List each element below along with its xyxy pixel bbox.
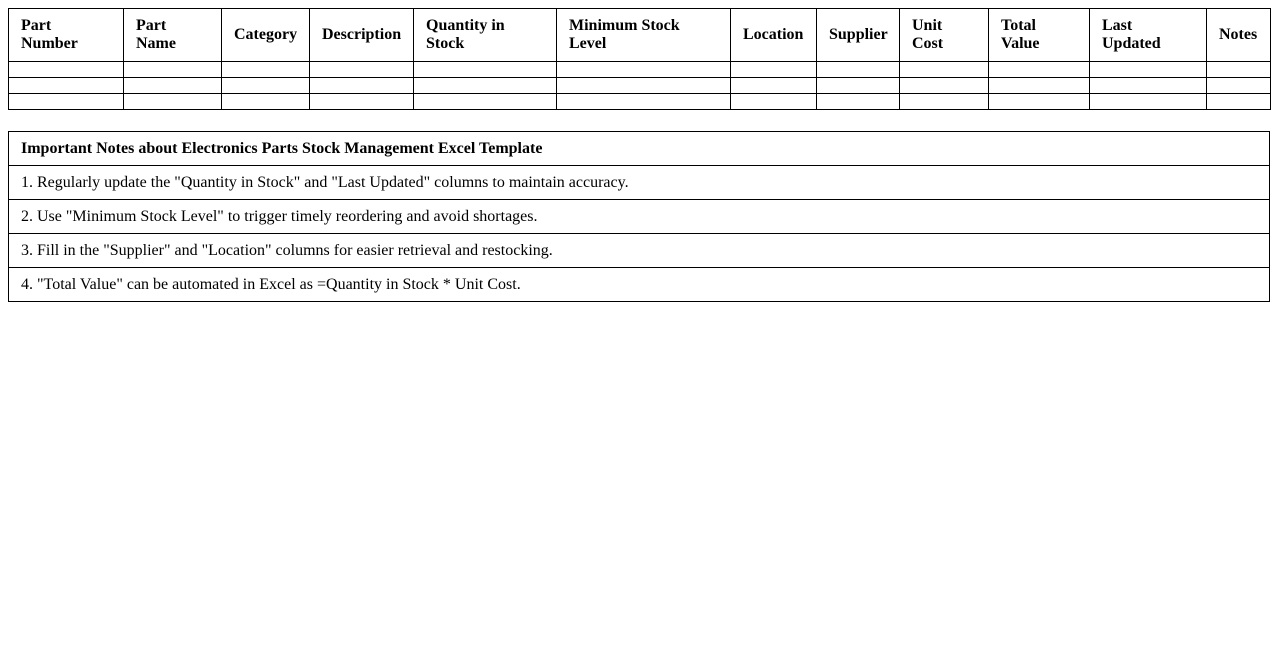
table-cell[interactable] [414, 78, 557, 94]
header-total-value: Total Value [989, 9, 1090, 62]
table-cell[interactable] [1090, 78, 1207, 94]
table-cell[interactable] [817, 62, 900, 78]
note-item: 2. Use "Minimum Stock Level" to trigger timely reordering and avoid shortages. [9, 200, 1270, 234]
table-cell[interactable] [817, 94, 900, 110]
table-row [9, 62, 1271, 78]
table-row [9, 78, 1271, 94]
table-cell[interactable] [731, 78, 817, 94]
table-cell[interactable] [989, 94, 1090, 110]
notes-table [8, 131, 1270, 302]
note-row [9, 200, 1270, 234]
header-part-name: Part Name [124, 9, 222, 62]
table-cell[interactable] [222, 78, 310, 94]
stock-table [8, 8, 1271, 110]
table-cell[interactable] [9, 62, 124, 78]
table-row [9, 94, 1271, 110]
table-cell[interactable] [989, 78, 1090, 94]
table-cell[interactable] [731, 62, 817, 78]
header-description: Description [310, 9, 414, 62]
header-notes: Notes [1207, 9, 1271, 62]
table-cell[interactable] [557, 78, 731, 94]
table-cell[interactable] [731, 94, 817, 110]
table-cell[interactable] [310, 62, 414, 78]
table-cell[interactable] [414, 94, 557, 110]
table-cell[interactable] [222, 94, 310, 110]
table-cell[interactable] [1207, 62, 1271, 78]
table-cell[interactable] [900, 78, 989, 94]
note-row [9, 268, 1270, 302]
note-item: 4. "Total Value" can be automated in Excel as =Quantity in Stock * Unit Cost. [9, 268, 1270, 302]
note-item: 1. Regularly update the "Quantity in Stock" and "Last Updated" columns to maintain accuracy. [9, 166, 1270, 200]
table-cell[interactable] [900, 62, 989, 78]
table-cell[interactable] [9, 78, 124, 94]
table-cell[interactable] [1090, 94, 1207, 110]
table-cell[interactable] [1207, 94, 1271, 110]
notes-title-row [9, 132, 1270, 166]
header-minimum-stock-level: Minimum Stock Level [557, 9, 731, 62]
notes-title: Important Notes about Electronics Parts Stock Management Excel Template [9, 132, 1270, 166]
header-category: Category [222, 9, 310, 62]
note-row [9, 166, 1270, 200]
table-cell[interactable] [9, 94, 124, 110]
header-row [9, 9, 1271, 62]
table-cell[interactable] [124, 62, 222, 78]
note-row [9, 234, 1270, 268]
table-cell[interactable] [557, 94, 731, 110]
table-cell[interactable] [310, 78, 414, 94]
header-part-number: Part Number [9, 9, 124, 62]
table-cell[interactable] [989, 62, 1090, 78]
table-cell[interactable] [222, 62, 310, 78]
header-unit-cost: Unit Cost [900, 9, 989, 62]
note-item: 3. Fill in the "Supplier" and "Location" columns for easier retrieval and restocking. [9, 234, 1270, 268]
table-cell[interactable] [900, 94, 989, 110]
header-quantity-in-stock: Quantity in Stock [414, 9, 557, 62]
table-cell[interactable] [817, 78, 900, 94]
header-location: Location [731, 9, 817, 62]
table-cell[interactable] [310, 94, 414, 110]
table-cell[interactable] [414, 62, 557, 78]
table-cell[interactable] [557, 62, 731, 78]
table-cell[interactable] [124, 78, 222, 94]
header-last-updated: Last Updated [1090, 9, 1207, 62]
header-supplier: Supplier [817, 9, 900, 62]
table-cell[interactable] [1090, 62, 1207, 78]
table-cell[interactable] [124, 94, 222, 110]
table-cell[interactable] [1207, 78, 1271, 94]
